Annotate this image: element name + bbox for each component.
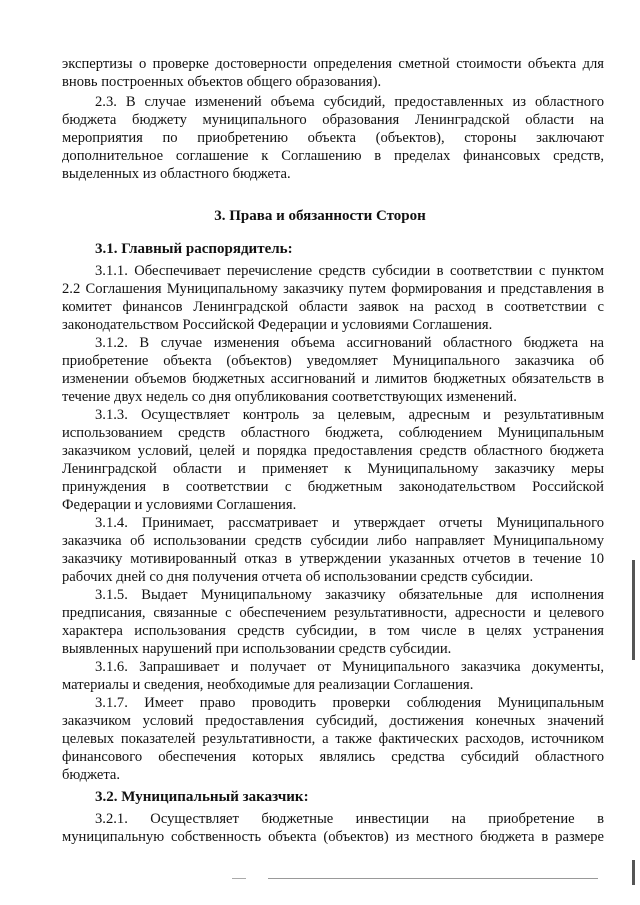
text-line: 3.1.5. Выдает Муниципальному заказчику обязательные для исполнения [95,587,604,603]
margin-mark [632,560,635,660]
text-line: Федерации и условиями Соглашения. [62,497,297,513]
text-line: 3.1.6. Запрашивает и получает от Муниципального заказчика документы, [95,659,604,675]
text-line: предписания, связанные с обеспечением результативности, адресности и целевого [62,605,604,621]
text-line: 3.1.2. В случае изменения объема ассигнований областного бюджета на [95,335,604,351]
text-line: Ленинградской области и применяет к Муниципальному заказчику меры [62,461,604,477]
footer-mark [232,878,246,879]
text-line: вновь построенных объектов общего образования). [62,74,382,90]
text-line: 2.3. В случае изменений объема субсидий, предоставленных из областного [95,94,604,110]
subsection-title: 3.2. Муниципальный заказчик: [95,789,309,805]
text-line: законодательством Российской Федерации и условиями Соглашения. [62,317,493,333]
text-line: изменении объемов бюджетных ассигнований и лимитов бюджетных обязательств в [62,371,604,387]
text-line: принуждения в соответствии с бюджетным законодательством Российской [62,479,604,495]
footer-rule [268,878,598,879]
text-line: бюджета бюджету муниципального образования Ленинградской области на [62,112,604,128]
text-line: целевых показателей результативности, а также фактических расходов, источником [62,731,604,747]
text-line: заказчиком условий предоставления субсидий, достижения конечных значений [62,713,604,729]
text-line: 3.1.7. Имеет право проводить проверки соблюдения Муниципальным [95,695,604,711]
margin-mark [632,860,635,885]
text-line: материалы и сведения, необходимые для реализации Соглашения. [62,677,474,693]
text-line: мероприятия по приобретению объекта (объектов), стороны заключают [62,130,604,146]
text-line: бюджета. [62,767,121,783]
text-line: финансового обеспечения которых являлись средства субсидий областного [62,749,604,765]
text-line: рабочих дней со дня получения отчета об использовании средств субсидии. [62,569,534,585]
text-line: заказчика об использовании средств субсидии либо направляет Муниципальному [62,533,604,549]
text-line: течение двух недель со дня опубликования соответствующих изменений. [62,389,517,405]
text-line: характера использования средств субсидии, в том числе в целях устранения [62,623,604,639]
text-line: 2.2 Соглашения Муниципальному заказчику путем формирования и представления в [62,281,604,297]
text-line: выделенных из областного бюджета. [62,166,291,182]
section-title: 3. Права и обязанности Сторон [214,208,426,224]
text-line: комитет финансов Ленинградской области заявок на расход в соответствии с [62,299,604,315]
text-line: использованием средств областного бюджета, соблюдением Муниципальным [62,425,604,441]
text-line: 3.2.1. Осуществляет бюджетные инвестиции на приобретение в [95,811,604,827]
text-line: 3.1.1. Обеспечивает перечисление средств субсидии в соответствии с пунктом [95,263,604,279]
text-line: заказчиком условий, целей и порядка предоставления средств областного бюджета [62,443,604,459]
text-line: приобретение объекта (объектов) уведомляет Муниципального заказчика об [62,353,604,369]
text-line: дополнительное соглашение к Соглашению в пределах финансовых средств, [62,148,604,164]
subsection-title: 3.1. Главный распорядитель: [95,241,293,257]
text-line: выявленных нарушений при использовании средств субсидии. [62,641,452,657]
text-line: заказчику мотивированный отказ в утверждении указанных отчетов в течение 10 [62,551,604,567]
text-line: 3.1.4. Принимает, рассматривает и утверждает отчеты Муниципального [95,515,604,531]
text-line: экспертизы о проверке достоверности определения сметной стоимости объекта для [62,56,604,72]
text-line: муниципальную собственность объекта (объектов) из местного бюджета в размере [62,829,604,845]
text-line: 3.1.3. Осуществляет контроль за целевым, адресным и результативным [95,407,604,423]
